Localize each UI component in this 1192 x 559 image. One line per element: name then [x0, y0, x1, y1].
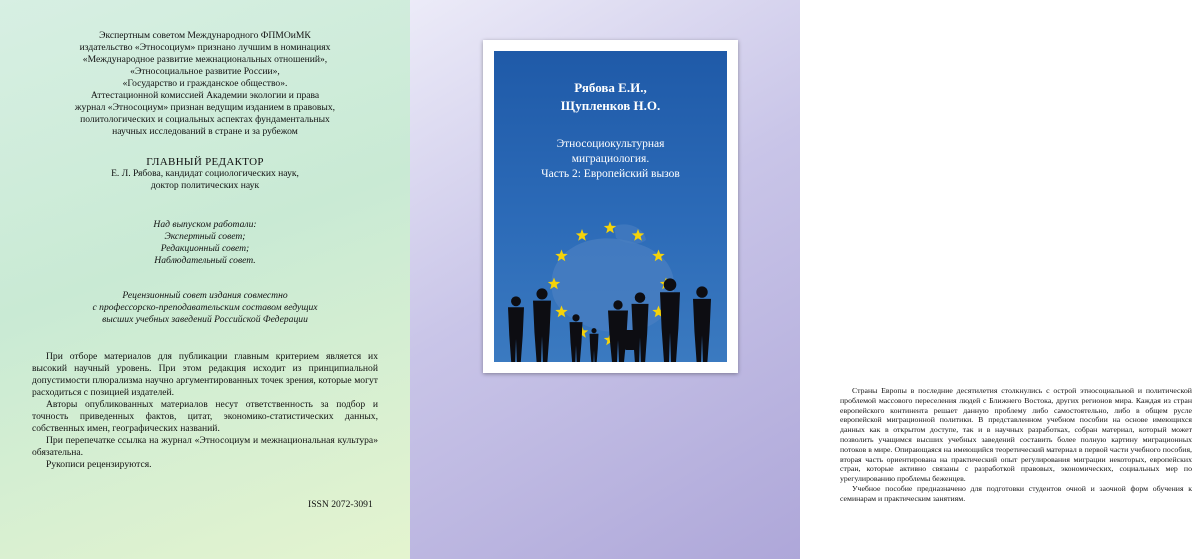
abstract-paragraph: Учебное пособие предназначено для подготовки студентов очной и заочной форм обучения к семинарам и практическим занятиям.: [840, 483, 1192, 503]
person-head: [572, 314, 579, 321]
person-silhouette: [693, 286, 711, 362]
policy-paragraph: При отборе материалов для публикации главным критерием является их высокий научный уровень. При этом редакция исходит из принципиальной допустимости плюрализма научно аргументированных точек зрения, которые могут расходиться с позицией издателей.: [32, 351, 378, 398]
review-line: с профессорско-преподавательским составом ведущих: [92, 302, 318, 313]
cover-author: Рябова Е.И.,: [574, 80, 647, 95]
review-line: Рецензионный совет издания совместно: [122, 290, 288, 301]
cover-title: [494, 137, 727, 182]
cover-title-line: Часть 2: Европейский вызов: [541, 168, 680, 180]
editorial-policy: [32, 351, 378, 471]
intro-line: «Этносоциальное развитие России»,: [130, 66, 280, 77]
book-cover: [483, 40, 738, 373]
intro-line: Аттестационной комиссией Академии экологии и права: [90, 90, 320, 101]
person-head: [511, 296, 521, 306]
person-body: [508, 307, 524, 362]
person-body: [590, 334, 599, 362]
eu-star-icon: [576, 229, 588, 241]
intro-line: «Государство и гражданское общество».: [122, 78, 288, 89]
left-page: [0, 0, 410, 559]
person-body: [533, 301, 551, 362]
person-head: [635, 292, 646, 303]
eu-star-icon: [604, 222, 616, 234]
team-line: Наблюдательный совет.: [154, 255, 256, 266]
chief-editor-block: [20, 156, 390, 192]
person-body: [693, 299, 711, 362]
publisher-awards-block: [20, 30, 390, 138]
cover-author: Щупленков Н.О.: [560, 98, 661, 113]
person-silhouette: [508, 296, 524, 362]
abstract-paragraph: Страны Европы в последние десятилетия столкнулись с острой этносоциальной и политической проблемой массового переселения людей с Ближнего Востока, других регионов мира. Каждая из стран европейского континента решает данную проблему либо самостоятельно, либо в общем русле европейской миграционной политики. В представленном учебном пособии на основе имеющихся данных как в открытом доступе, так и в научных разработках, собран материал, который может позволить учащимся высших учебных заведений составить более полную картину миграционных потоков в мире. Опирающаяся на имеющийся теоретический материал в первой части учебного пособия, вторая часть ориентирована на практический опыт регулирования миграции некоторых, европейских стран, которые активно связаны с разработкой правовых, экономических, социальных мер по урегулированию проблемы беженцев.: [840, 386, 1192, 484]
issn-number: ISSN 2072-3091: [308, 499, 373, 510]
cover-authors: [494, 79, 727, 115]
policy-paragraph: При перепечатке ссылка на журнал «Этносоциум и межнациональная культура» обязательна.: [32, 435, 378, 458]
review-council-block: [20, 290, 390, 326]
suitcase-icon: [625, 330, 635, 350]
intro-line: журнал «Этносоциум» признан ведущим изданием в правовых,: [74, 102, 336, 113]
right-page: [410, 0, 1192, 559]
editor-heading: ГЛАВНЫЙ РЕДАКТОР: [146, 156, 264, 168]
person-head: [536, 288, 547, 299]
person-head: [613, 300, 622, 309]
intro-line: политологических и социальных аспектах фундаментальных: [80, 114, 330, 125]
team-line: Над выпуском работали:: [153, 219, 257, 230]
person-body: [570, 322, 583, 362]
team-line: Редакционный совет;: [160, 243, 250, 254]
person-head: [664, 278, 677, 291]
editor-line: доктор политических наук: [150, 180, 260, 191]
intro-line: издательство «Этносоциум» признано лучшим в номинациях: [79, 42, 331, 53]
intro-line: «Международное развитие межнациональных отношений»,: [82, 54, 328, 65]
review-line: высших учебных заведений Российской Федерации: [102, 314, 308, 325]
editor-line: Е. Л. Рябова, кандидат социологических наук,: [111, 168, 299, 179]
book-abstract: [840, 386, 1192, 504]
policy-paragraph: Авторы опубликованных материалов несут ответственность за подбор и точность приведенных фактов, цитат, экономико-статистических данных, собственных имен, географических названий.: [32, 399, 378, 434]
person-head: [696, 286, 707, 297]
person-head: [591, 328, 596, 333]
person-silhouette: [590, 328, 599, 362]
cover-title-line: миграциология.: [571, 153, 650, 165]
team-line: Экспертный совет;: [164, 231, 246, 242]
cover-artwork: [494, 51, 727, 362]
person-body: [660, 292, 680, 362]
intro-line: Экспертным советом Международного ФПМОиМК: [99, 30, 311, 41]
intro-line: научных исследований в стране и за рубежом: [112, 126, 298, 137]
issue-team-block: [20, 219, 390, 267]
eu-migration-illustration: [494, 206, 727, 362]
cover-title-line: Этносоциокультурная: [556, 138, 665, 150]
policy-paragraph: Рукописи рецензируются.: [46, 459, 152, 470]
person-silhouette: [533, 288, 551, 362]
